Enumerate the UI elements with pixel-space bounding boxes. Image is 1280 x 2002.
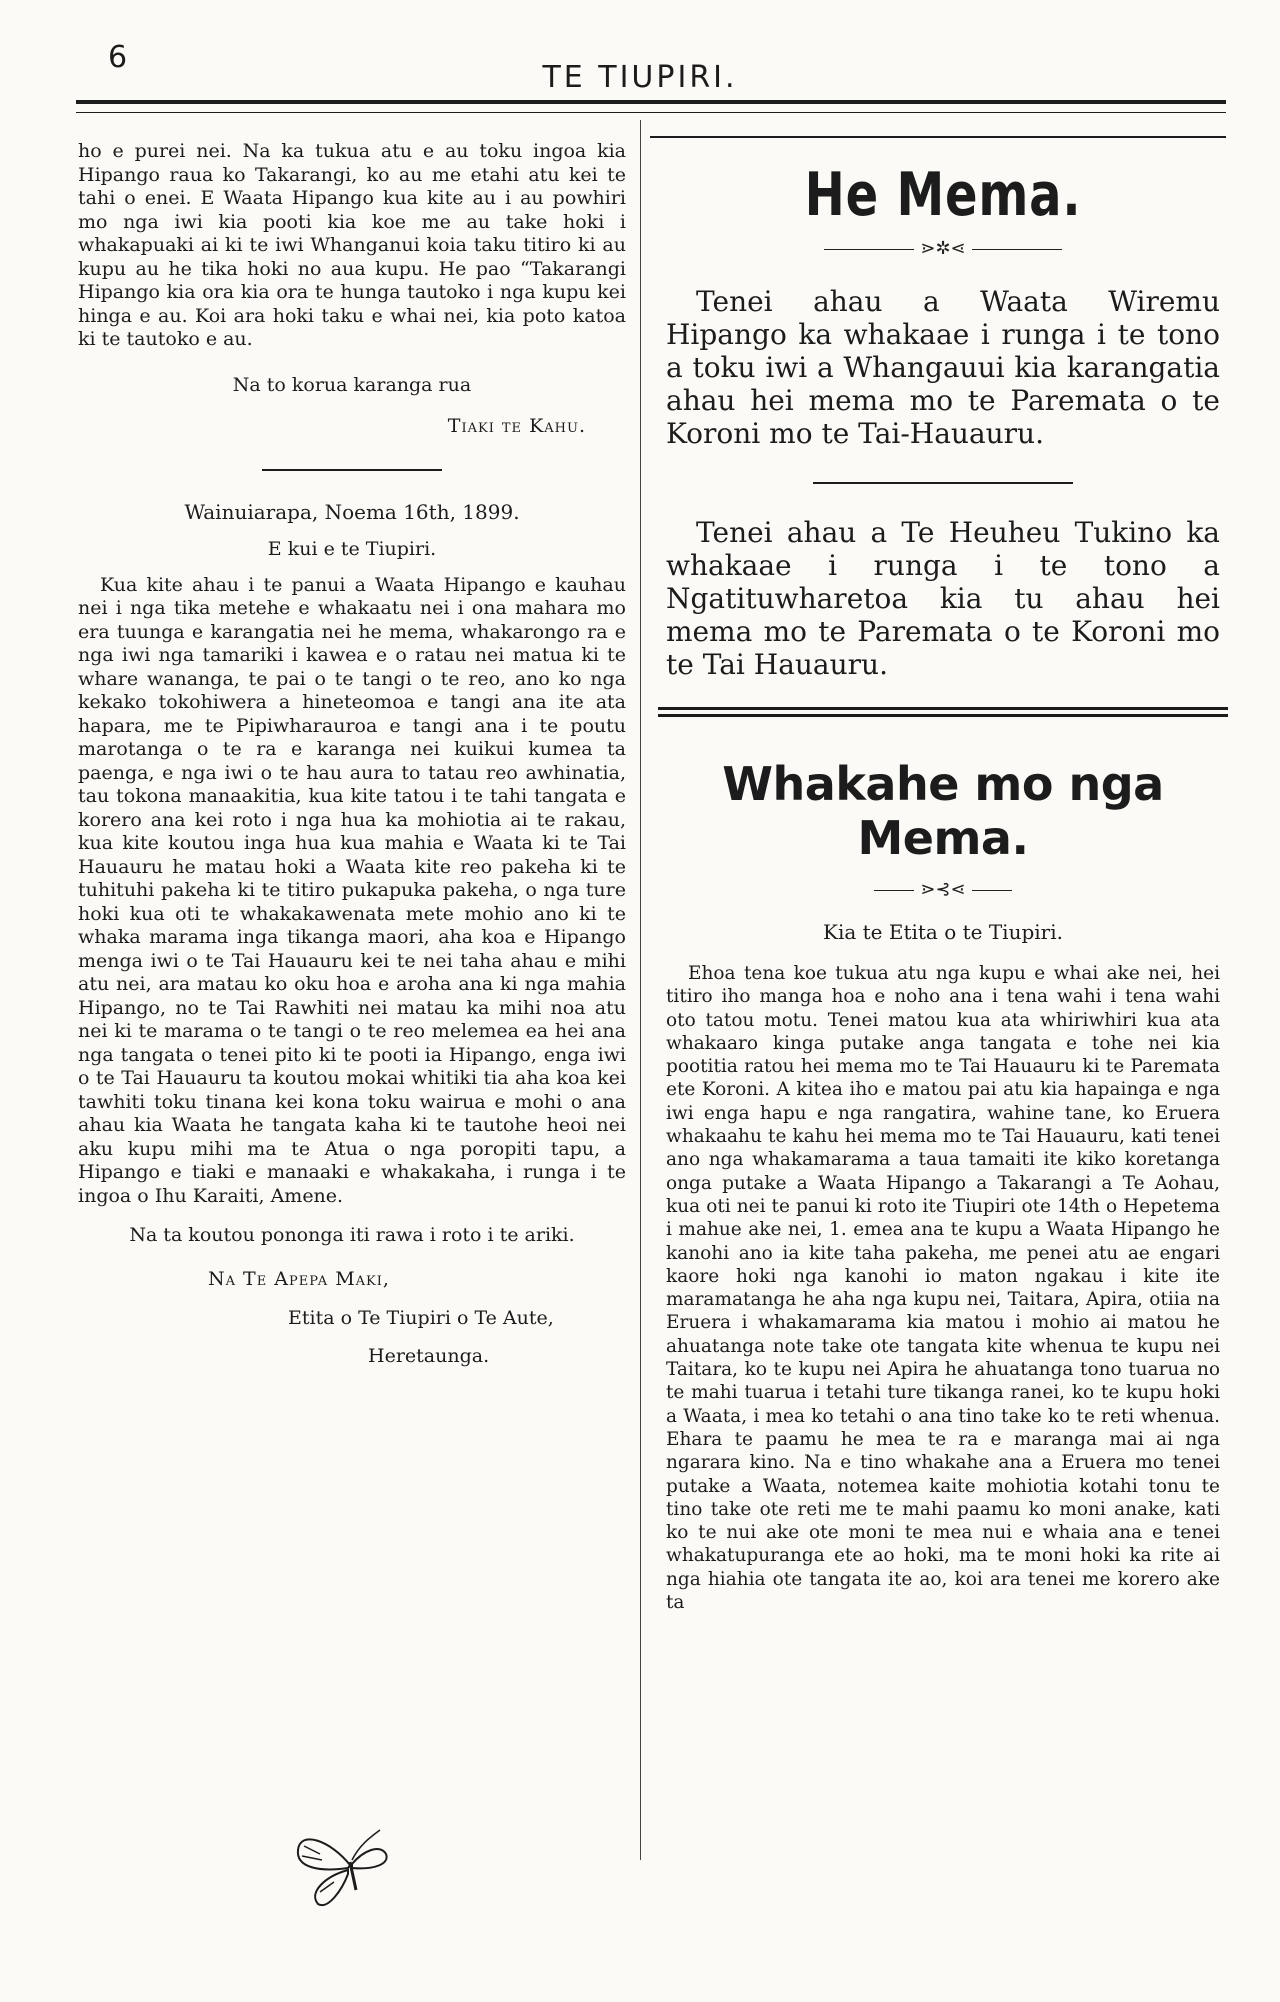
letter2-salutation: E kui e te Tiupiri. [267,538,437,560]
masthead-title: TE TIUPIRI. [542,60,738,95]
double-rule-line-2 [658,714,1228,717]
right-column [658,140,1228,1614]
right-column-top-rule [650,136,1226,138]
left-column [78,140,626,1368]
header-rule-thick [76,100,1226,104]
ornament-divider-2 [658,879,1228,900]
page-number: 6 [108,40,128,75]
letter-whakahe [666,962,1220,1614]
ornament-glyph: ⋗⊰⋖ [920,879,966,900]
section-double-rule [658,707,1228,717]
letter1-closing: Na to korua karanga rua [232,373,472,396]
section-divider [262,469,442,471]
notice-waata-hipango: Tenei ahau a Waata Wiremu Hipango ka whakaae i runga i te tono a toku iwi a Whangauui kia karangatia ahau hei mema mo te Paremata o te Koroni mo te Tai-Hauauru. [666,285,1220,450]
letter2-place: Heretaunga. [368,1344,490,1367]
ornament-line-left [824,249,914,250]
letter2-signature: Na Te Apepa Maki, [208,1267,390,1290]
column-divider [640,120,641,1860]
notice-divider [813,482,1073,484]
ornament-divider [658,238,1228,259]
ornament-line-left [874,890,914,891]
ornament-line-right [972,249,1062,250]
letter2-title: Etita o Te Tiupiri o Te Aute, [288,1307,554,1329]
letter2-body: Kua kite ahau i te panui a Waata Hipango e kauhau nei i nga tika metehe e whakaatu nei i ona mahara mo era tuunga e karangatia nei he mema, whakarongo ra e nga iwi nga tamariki i kawea e o ratau nei matua ki te whare wananga, te pai o te tangi o te reo, ano ko nga kekako tokohiwera a hineteomoa e tangi ana ite ata hapara, me te Pipiwharauroa e tangi ana i te poutu marotanga o te ra e karanga nei kuikui kumea ta paenga, e nga iwi o te hau aura to tatau reo awhinatia, tau tokona manaakitia, kua kite tatou i te tahi tangata e korero ana kei roto i nga hua ka mohiotia ai te rakau, kua kite koutou inga hua kua mahia e Waata ki te Tai Hauauru he matau hoki a Waata kite reo pakeha ki te tuhituhi pakeha ki te titiro pukapuka pakeha, o nga ture hoki kua oti te whakakawenata mete mohio ano ki te whaka marama inga tikanga maori, aha koa e Hipango menga iwi o te Tai Hauauru kei te nei taha ahau e mihi atu nei, ara matau ko oku hoa e aroha ana ki nga mahia Hipango, no te Tai Rawhiti nei matau ka mihi noa atu nei ki te marama o te tangi o te reo melemea ea hei ana nga tangata o tenei pito ki te pooti ia Hipango, enga iwi o te Tai Hauauru ta koutou mokai whitiki tia aha koa kei tawhiti toku tinana kei kona toku wairua e mohi o ana ahau kia Waata he tangata kaha ki te tautohe heoi nei aku kupu mihi ma te Atua o nga poropiti tapu, a Hipango e tiaki e manaaki e whakakaha, i runga i te ingoa o Ihu Karaiti, Amene. [78,573,626,1207]
letter2-closing: Na ta koutou pononga iti rawa i roto i te ariki. [129,1224,575,1246]
butterfly-ornament [290,1820,410,1910]
ornament-glyph: ⋗✲⋖ [920,238,966,259]
letter-salutation: Kia te Etita o te Tiupiri. [823,920,1063,944]
notice-te-heuheu-tukino: Tenei ahau a Te Heuheu Tukino ka whakaae i runga i te tono a Ngatituwharetoa kia tu ahau hei mema mo te Paremata o te Koroni mo te Tai Hauauru. [666,516,1220,681]
double-rule-line-1 [658,707,1228,710]
letter-whakahe-body: Ehoa tena koe tukua atu nga kupu e whai ake nei, hei titiro iho manga hoa e noho ana i tena wahi i tena wahi oto tatou motu. Tenei matou kua ata whiriwhiri kua ata whakaaro kinga putake anga tangata e tohe nei kia pootitia ratou hei mema mo te Tai Hauauru ki te Paremata ete Koroni. A kitea iho e matou pai atu kia hapainga e nga iwi enga hapu e nga rangatira, wahine tane, ko Eruera whakaahu te kahu hei mema mo te Tai Hauauru, kati tenei ano nga whakamarama a taua tamaiti ite kiko koretanga onga putake a Waata Hipango a Takarangi a Te Aohau, kua oti nei te panui ki roto ite Tiupiri ote 14th o Hepetema i mahue ake nei, 1. emea ana te kupu a Waata Hipango he kanohi ano ia kite taha pakeha, me penei atu ae engari kaore hoki nga kanohi io maton ngakau i kite ite maramatanga he aha nga kupu nei, Taitara, Apira, otiia na Eruera i whakamarama kia matou i mohio ai matou he ahuatanga note take ote tangata kite whenua te kupu nei Taitara, ko te kupu nei Apira he ahuatanga tono tuarua no te mahi tuarua i tetahi ture tikanga ranei, ko te kupu hoki a Waata, i mea ko tetahi o ana tino take ko te reti whenua. Ehara te paamu he mea te ra e maranga mai ai nga ngarara kino. Na e tino whakahe ana a Eruera mo tenei putake a Waata, notemea kaite mohiotia kotahi tonu te tino take ote reti me te mahi paamu ko moni anake, kati ko te nui ake ote moni te mea nui e whaia ana e tenei whakatupuranga ete ao hoki, ma te moni hoki ka rite ai nga hiahia ote tangata ite ao, koi ara tenei me korero ake ta [666,963,1220,1614]
ornament-line-right [972,890,1012,891]
letter2-dateline: Wainuiarapa, Noema 16th, 1899. [184,499,520,524]
he-mema-heading: He Mema. [804,160,1082,230]
letter1-signature: Tiaki te Kahu. [447,415,586,437]
whakahe-heading: Whakahe mo nga Mema. [722,757,1164,865]
letter1-body: ho e purei nei. Na ka tukua atu e au toku ingoa kia Hipango raua ko Takarangi, ko au me etahi atu kei te tahi o enei. E Waata Hipango kua kite au i au powhiri mo nga iwi kia pooti kia koe me au take hoki i whakapuaki ai ki te iwi Whanganui koia taku titiro ki au kupu au he tika hoki no aua kupu. He pao “Takarangi Hipango kia ora kia ora te hunga tautoko i nga kupu kei hinga e au. Koi ara hoki taku e whai nei, kia poto katoa ki te tautoko e au. [78,140,626,350]
header-rule-thin [76,112,1226,113]
